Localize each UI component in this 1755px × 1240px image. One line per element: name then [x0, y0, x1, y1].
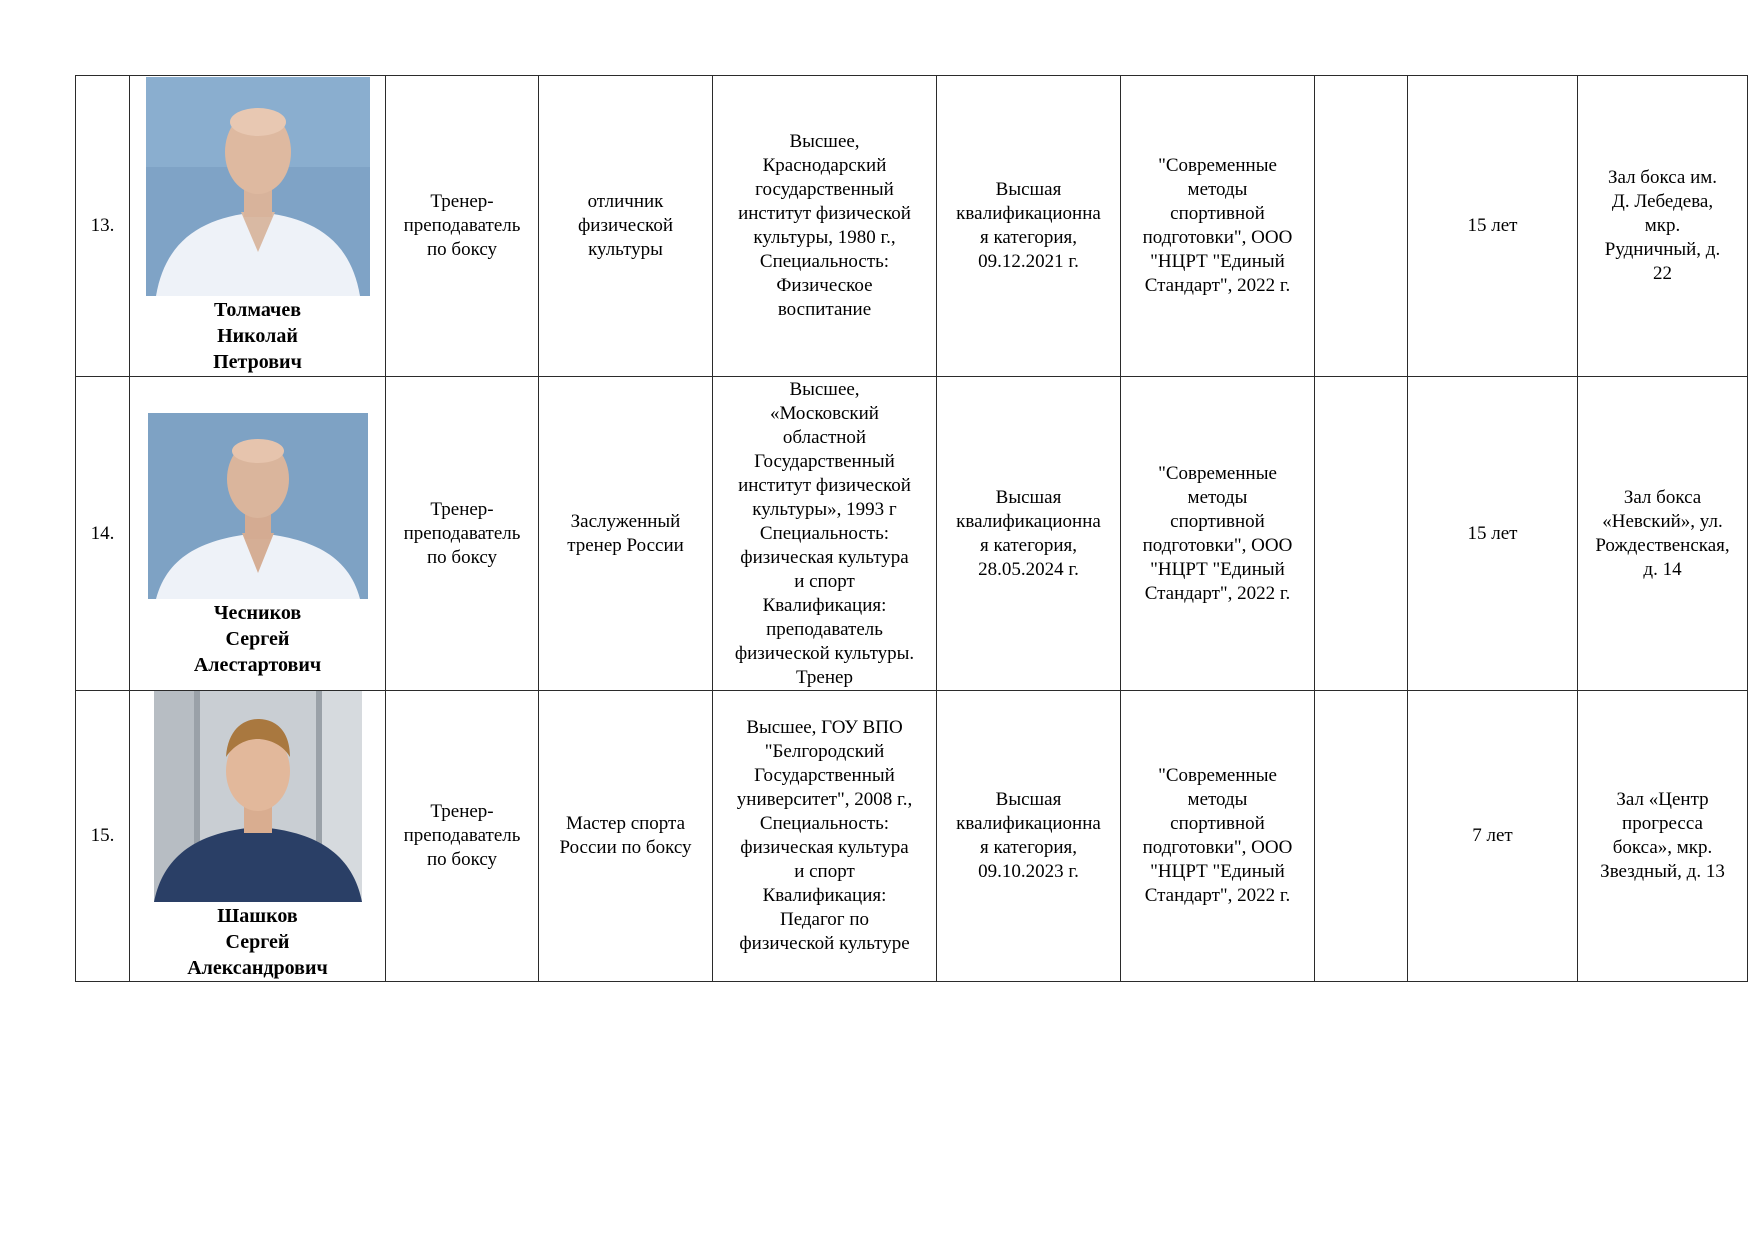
table-row [76, 377, 1748, 691]
coach-photo [148, 413, 368, 599]
location-cell: Зал «Центр прогресса бокса», мкр. Звездный, д. 13 [1578, 691, 1748, 982]
table-row [76, 691, 1748, 982]
photo-cell [130, 377, 386, 691]
title-cell: отличник физической культуры [539, 76, 713, 377]
empty-cell [1315, 377, 1408, 691]
row-number: 14. [76, 377, 130, 691]
position-cell: Тренер- преподаватель по боксу [386, 76, 539, 377]
category-cell: Высшая квалификационна я категория, 09.12.2021 г. [937, 76, 1121, 377]
coach-name: Толмачев Николай Петрович [213, 299, 302, 373]
location-cell: Зал бокса «Невский», ул. Рождественская, д. 14 [1578, 377, 1748, 691]
table-row [76, 76, 1748, 377]
position-cell: Тренер- преподаватель по боксу [386, 691, 539, 982]
coach-photo [146, 77, 370, 296]
staff-table [75, 75, 1748, 982]
training-cell: "Современные методы спортивной подготовки", ООО "НЦРТ "Единый Стандарт", 2022 г. [1121, 76, 1315, 377]
row-number: 13. [76, 76, 130, 377]
empty-cell [1315, 76, 1408, 377]
coach-photo [154, 691, 362, 902]
education-cell: Высшее, Краснодарский государственный институт физической культуры, 1980 г., Специальность: Физическое воспитание [713, 76, 937, 377]
location-cell: Зал бокса им. Д. Лебедева, мкр. Рудничный, д. 22 [1578, 76, 1748, 377]
coach-name: Чесников Сергей Алестартович [193, 602, 322, 676]
empty-cell [1315, 691, 1408, 982]
photo-cell [130, 76, 386, 377]
position-cell: Тренер- преподаватель по боксу [386, 377, 539, 691]
row-number: 15. [76, 691, 130, 982]
experience-cell: 15 лет [1408, 377, 1578, 691]
training-cell: "Современные методы спортивной подготовки", ООО "НЦРТ "Единый Стандарт", 2022 г. [1121, 377, 1315, 691]
education-cell: Высшее, «Московский областной Государственный институт физической культуры», 1993 г Специальность: физическая культура и спорт Квалификация: преподаватель физической культуры. Тренер [713, 377, 937, 691]
experience-cell: 15 лет [1408, 76, 1578, 377]
category-cell: Высшая квалификационна я категория, 28.05.2024 г. [937, 377, 1121, 691]
title-cell: Заслуженный тренер России [539, 377, 713, 691]
title-cell: Мастер спорта России по боксу [539, 691, 713, 982]
category-cell: Высшая квалификационна я категория, 09.10.2023 г. [937, 691, 1121, 982]
training-cell: "Современные методы спортивной подготовки", ООО "НЦРТ "Единый Стандарт", 2022 г. [1121, 691, 1315, 982]
photo-cell [130, 691, 386, 982]
experience-cell: 7 лет [1408, 691, 1578, 982]
education-cell: Высшее, ГОУ ВПО "Белгородский Государственный университет", 2008 г., Специальность: физическая культура и спорт Квалификация: Педагог по физической культуре [713, 691, 937, 982]
coach-name: Шашков Сергей Александрович [187, 905, 328, 979]
